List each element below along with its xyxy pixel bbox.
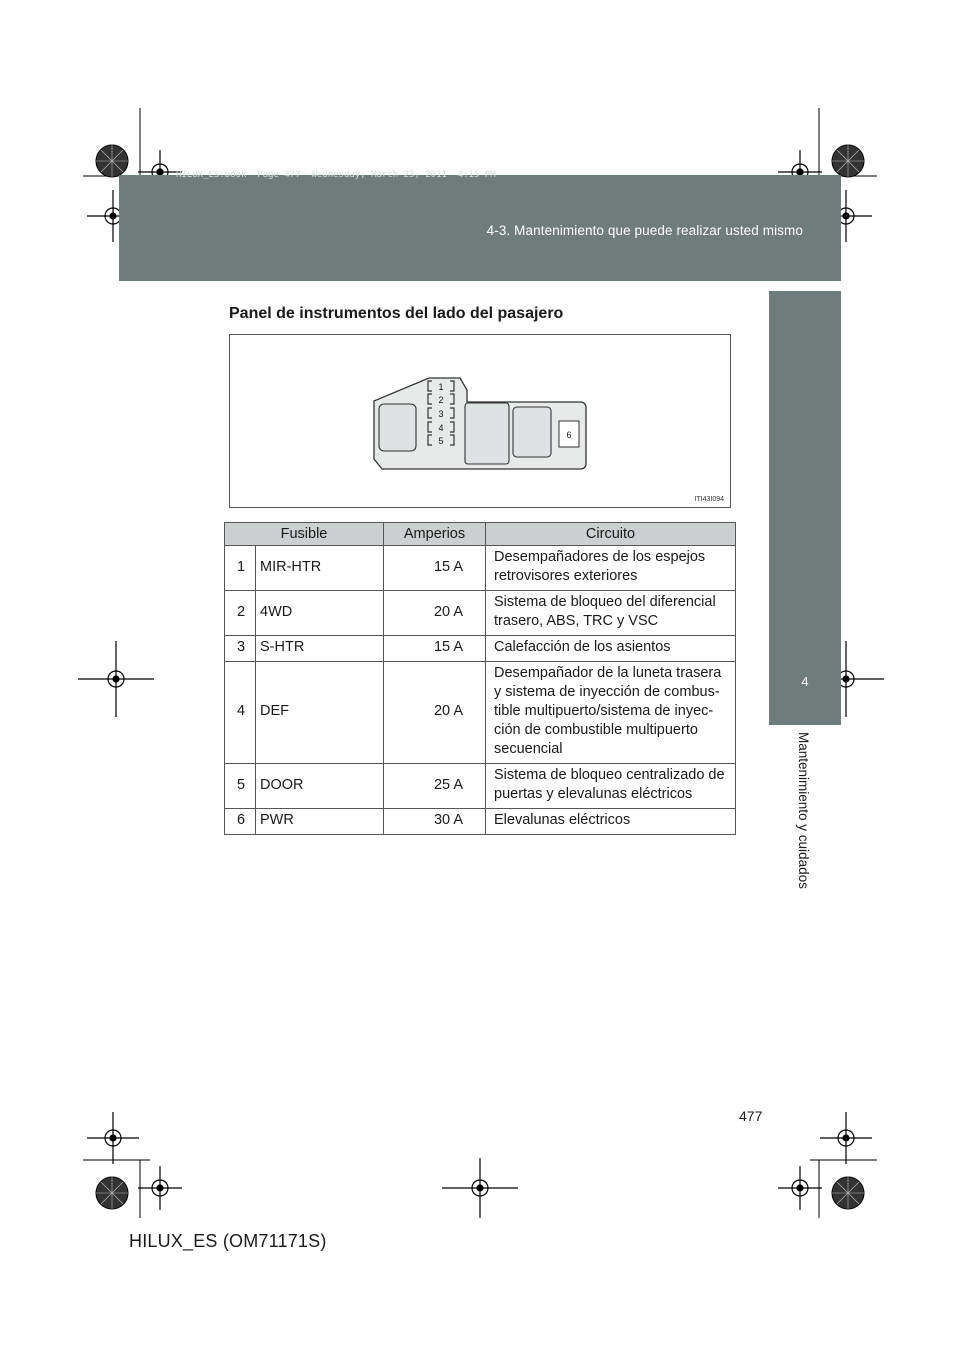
table-row: [225, 636, 736, 662]
header-band: [119, 175, 841, 281]
relay-right: [513, 407, 551, 457]
fuse-circuit: Desempañadores de los espejos retrovisores exteriores: [486, 546, 736, 591]
fuse-amperage: 15 A: [384, 636, 486, 662]
book-stamp: HILUX_ES.book Page 477 Wednesday, March 23, 2011 4:15 PM: [176, 170, 496, 180]
table-header-row: [225, 523, 736, 546]
table-row: [225, 809, 736, 835]
chapter-side-tab: [769, 291, 841, 725]
fuse-name: S-HTR: [256, 636, 384, 662]
fuse-circuit: Calefacción de los asientos: [486, 636, 736, 662]
fuse-table: [224, 522, 736, 835]
fuse-number: 5: [225, 764, 256, 809]
fuse-number: 4: [225, 662, 256, 764]
fuse-number: 3: [225, 636, 256, 662]
table-row: [225, 764, 736, 809]
fuse-circuit: Sistema de bloqueo centralizado de puertas y elevalunas eléctricos: [486, 764, 736, 809]
relay-left: [379, 404, 416, 451]
table-row: [225, 662, 736, 764]
header-fusible: Fusible: [225, 523, 384, 546]
fuse-label-3: 3: [438, 409, 444, 419]
fuse-circuit: Desempañador de la luneta trasera y sistema de inyección de combus-tible multipuerto/sistema de inyec-ción de combustible multipuerto secuencial: [486, 662, 736, 764]
fuse-number: 6: [225, 809, 256, 835]
chapter-number: 4: [801, 674, 809, 689]
section-header-title: 4-3. Mantenimiento que puede realizar usted mismo: [486, 223, 803, 238]
relay-center: [465, 403, 509, 464]
fuse-amperage: 20 A: [384, 662, 486, 764]
footer-book-id: HILUX_ES (OM71171S): [129, 1231, 327, 1251]
fuse-box-diagram: [230, 335, 730, 507]
fuse-amperage: 30 A: [384, 809, 486, 835]
header-circuito: Circuito: [486, 523, 736, 546]
fuse-name: MIR-HTR: [256, 546, 384, 591]
fuse-name: PWR: [256, 809, 384, 835]
fuse-name: DEF: [256, 662, 384, 764]
fuse-box-figure: [229, 334, 731, 508]
fuse-label-1: 1: [438, 382, 444, 392]
fuse-label-4: 4: [438, 423, 444, 433]
fuse-label-5: 5: [438, 436, 444, 446]
fuse-label-6: 6: [566, 430, 572, 440]
fuse-circuit: Elevalunas eléctricos: [486, 809, 736, 835]
fuse-number: 2: [225, 591, 256, 636]
fuse-amperage: 20 A: [384, 591, 486, 636]
fuse-amperage: 15 A: [384, 546, 486, 591]
fuse-name: DOOR: [256, 764, 384, 809]
table-row: [225, 546, 736, 591]
fuse-name: 4WD: [256, 591, 384, 636]
chapter-label: Mantenimiento y cuidados: [796, 732, 811, 889]
figure-code: ITI43I094: [694, 496, 724, 503]
section-title: Panel de instrumentos del lado del pasajero: [229, 305, 564, 322]
fuse-label-2: 2: [438, 395, 444, 405]
page-number: 477: [739, 1108, 763, 1124]
fuse-amperage: 25 A: [384, 764, 486, 809]
fuse-circuit: Sistema de bloqueo del diferencial trasero, ABS, TRC y VSC: [486, 591, 736, 636]
header-amperios: Amperios: [384, 523, 486, 546]
table-row: [225, 591, 736, 636]
fuse-number: 1: [225, 546, 256, 591]
